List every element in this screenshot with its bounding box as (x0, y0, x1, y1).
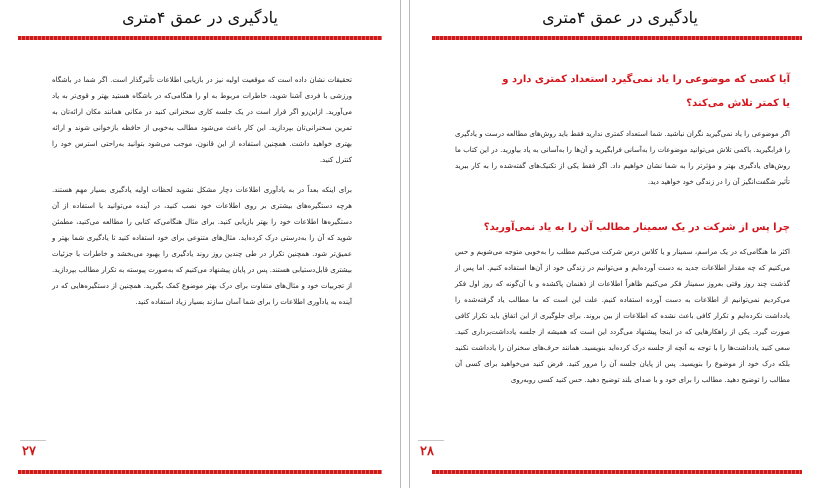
left-footer-rule (18, 470, 382, 474)
right-heading-1: آیا کسی که موضوعی را یاد نمی‌گیرد استعداد کمتری دارد و یا کمتر تلاش می‌کند؟ (502, 74, 790, 109)
left-page (0, 0, 400, 488)
left-header-title: یادگیری در عمق ۴متری (122, 8, 278, 27)
right-page (410, 0, 823, 488)
gutter-line-left (400, 0, 401, 488)
right-page-number: ۲۸ (420, 444, 434, 459)
right-footer-rule (432, 470, 802, 474)
left-footer-mark (20, 440, 46, 441)
left-body (52, 72, 352, 310)
right-paragraph-1: اگر موضوعی را یاد نمی‌گیرید نگران نباشید. شما استعداد کمتری ندارید فقط باید روش‌های مطالعه درست و یادگیری را فرابگیرید. باکمی تلاش می‌توانید موضوعات را به‌آسانی فرابگیرید و آن‌ها را به‌آسانی به یاد بیاورید. در این کتاب ما روش‌های یادگیری بهتر و مؤثرتر را به شما نشان خواهیم داد. اگر فقط یکی از تکنیک‌های گفته‌شده را به کار ببرید تأثیر شگفت‌انگیز آن را در زندگی خود خواهید دید. (455, 130, 790, 186)
right-footer-mark (418, 440, 444, 441)
left-page-number: ۲۷ (22, 444, 36, 459)
left-header-rule (18, 36, 382, 40)
left-paragraph-2: برای اینکه بعداً در به یادآوری اطلاعات دچار مشکل نشوید لحظات اولیه یادگیری بسیار مهم هستند. هرچه دستگیره‌های بیشتری بر روی اطلاعات خود نصب کنید، در آینده می‌توانید با استفاده از آن دستگیره‌ها اطلاعات خود را بهتر بازیابی کنید. برای مثال هنگامی‌که کتابی را مطالعه می‌کنید، مطمئن شوید که آن را به‌درستی درک کرده‌اید. مثال‌های متنوعی برای خود استفاده کنید تا یادگیری شما بهتر و عمیق‌تر شود. همچنین تکرار در طی چندین روز روند یادگیری را بهبود می‌بخشد و خاطرات با جزئیات بیشتری قابل‌دستیابی هستند. پس در پایان پیشنهاد می‌کنیم که به‌صورت پیوسته به تکرار مطالب بپردازید. از تجربیات خود و مثال‌های متفاوت برای درک بهتر موضوع کمک بگیرید. همچنین از دستگیره‌هایی که در آینده به یادآوری اطلاعات را برای شما آسان سازند بسیار زیاد استفاده کنید. (52, 186, 352, 306)
right-header-title: یادگیری در عمق ۴متری (542, 8, 698, 27)
right-paragraph-2: اکثر ما هنگامی‌که در یک مراسم، سمینار و یا کلاس درس شرکت می‌کنیم مطلب را به‌خوبی متوجه می‌شویم و حس می‌کنیم که چه مقدار اطلاعات جدید به دست آورده‌ایم و می‌توانیم در زندگی خود از آن‌ها استفاده کنیم. اما پس از گذشت چند روز وقتی بعروز سمینار فکر می‌کنیم ظاهراً اطلاعات از ذهنمان پاکشده و یا آن‌گونه که روز اول فکر می‌کردیم نمی‌توانیم از اطلاعات به دست آورده استفاده کنیم. علت این است که ما مطالب یاد گرفته‌شده را یادداشت نکرده‌ایم و تکرار کافی باعث نشده که اطلاعات از بین بروند. برای جلوگیری از این اتفاق باید تکرار کافی صورت گیرد. یکی از راهکارهایی که در اینجا پیشنهاد می‌گردد این است که همیشه از جلسه یادداشت‌برداری کنید. سعی کنید یادداشت‌ها را با توجه به آنچه از جلسه درک کرده‌اید بنویسید. همانند حرف‌های سخنران را یادداشت نکنید بلکه درک خود از موضوع را بنویسید. پس از پایان جلسه آن را مرور کنید. فرض کنید می‌خواهید برای کسی آن مطالب را توضیح دهید. مطالب را برای خود و با صدای بلند توضیح دهید. حس کنید کسی روبه‌روی (455, 248, 790, 384)
right-header-rule (432, 36, 802, 40)
right-heading-2: چرا پس از شرکت در یک سمینار مطالب آن را به یاد نمی‌آورید؟ (483, 222, 790, 233)
left-paragraph-1: تحقیقات نشان داده است که موقعیت اولیه نیز در بازیابی اطلاعات تأثیرگذار است. اگر شما در باشگاه ورزشی با فردی آشنا شوید، خاطرات مربوط به او را هنگامی‌که در باشگاه هستید بهتر و قوی‌تر به یاد می‌آورید. ازاین‌رو اگر قرار است در یک جلسه کاری سخنرانی کنید در مکانی همانند مکان ارائه‌تان به تمرین سخنرانی‌تان بپردازید. این کار باعث می‌شود مطالب به‌خوبی از حافظه بازخوانی شوند و ارائه بهتری خواهید داشت. همچنین استفاده از این قانون، موجب می‌شود بتوانید به‌راحتی استرس خود را کنترل کنید. (52, 76, 352, 164)
